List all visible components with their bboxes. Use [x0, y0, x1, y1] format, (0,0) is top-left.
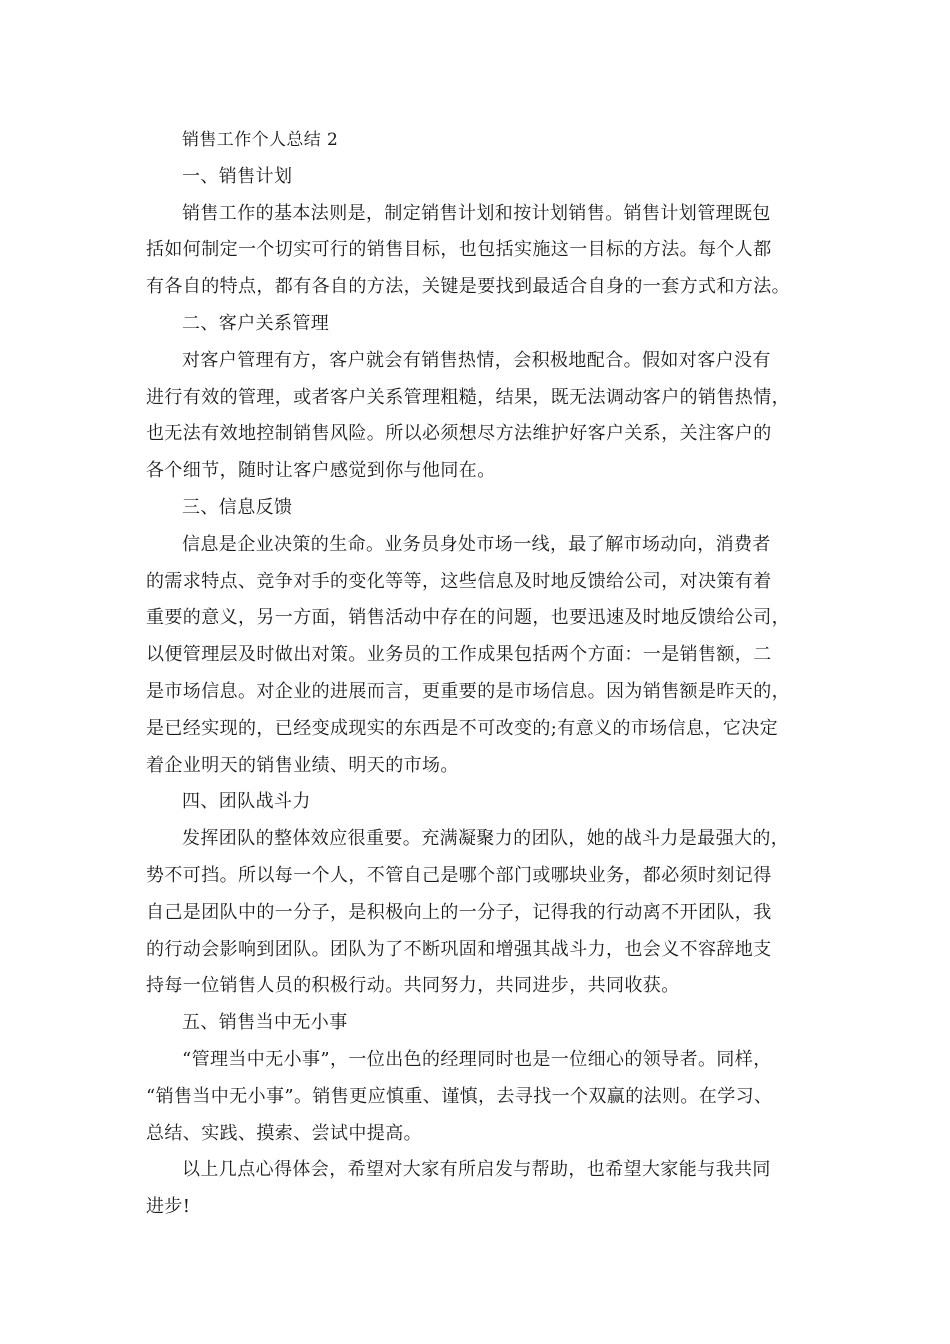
paragraph-line: 的需求特点、竞争对手的变化等等，这些信息及时地反馈给公司，对决策有着	[146, 570, 772, 592]
paragraph-line: 进步!	[146, 1196, 191, 1218]
section-paragraph-1	[146, 196, 806, 306]
paragraph-line: 是已经实现的，已经变成现实的东西是不可改变的;有意义的市场信息，它决定	[146, 717, 779, 739]
paragraph-line: 着企业明天的销售业绩、明天的市场。	[146, 754, 459, 776]
paragraph-line: 是市场信息。对企业的进展而言，更重要的是市场信息。因为销售额是昨天的，	[146, 680, 790, 702]
section-heading-3: 三、信息反馈	[182, 496, 293, 518]
section-paragraph-2	[146, 343, 806, 490]
section-paragraph-5	[146, 1042, 806, 1152]
paragraph-line: 信息是企业决策的生命。业务员身处市场一线，最了解市场动向，消费者	[182, 533, 771, 555]
paragraph-line: 也无法有效地控制销售风险。所以必须想尽方法维护好客户关系，关注客户的	[146, 423, 772, 445]
closing-paragraph	[146, 1152, 806, 1226]
section-heading-5: 五、销售当中无小事	[182, 1012, 348, 1034]
paragraph-line: 势不可挡。所以每一个人，不管自己是哪个部门或哪块业务，都必须时刻记得	[146, 864, 772, 886]
paragraph-line: 总结、实践、摸索、尝试中提高。	[146, 1122, 422, 1144]
section-heading-2: 二、客户关系管理	[182, 312, 330, 334]
paragraph-line: “管理当中无小事”，一位出色的经理同时也是一位细心的领导者。同样，	[182, 1048, 772, 1070]
paragraph-line: 以便管理层及时做出对策。业务员的工作成果包括两个方面：一是销售额，二	[146, 644, 772, 666]
section-heading-4: 四、团队战斗力	[182, 791, 311, 813]
document-body	[146, 122, 806, 1226]
paragraph-line: 发挥团队的整体效应很重要。充满凝聚力的团队，她的战斗力是最强大的，	[182, 828, 790, 850]
section-heading-1: 一、销售计划	[182, 165, 293, 187]
paragraph-line: 以上几点心得体会，希望对大家有所启发与帮助，也希望大家能与我共同	[182, 1159, 771, 1181]
paragraph-line: 有各自的特点，都有各自的方法，关键是要找到最适合自身的一套方式和方法。	[146, 276, 790, 298]
section-paragraph-4	[146, 821, 806, 1005]
paragraph-line: 进行有效的管理，或者客户关系管理粗糙，结果，既无法调动客户的销售热情，	[146, 386, 790, 408]
paragraph-line: 销售工作的基本法则是，制定销售计划和按计划销售。销售计划管理既包	[182, 202, 771, 224]
paragraph-line: 括如何制定一个切实可行的销售目标，也包括实施这一目标的方法。每个人都	[146, 239, 772, 261]
paragraph-line: 的行动会影响到团队。团队为了不断巩固和增强其战斗力，也会义不容辞地支	[146, 938, 772, 960]
paragraph-line: 持每一位销售人员的积极行动。共同努力，共同进步，共同收获。	[146, 975, 680, 997]
paragraph-line: 自己是团队中的一分子，是积极向上的一分子，记得我的行动离不开团队，我	[146, 901, 772, 923]
paragraph-line: 各个细节，随时让客户感觉到你与他同在。	[146, 460, 496, 482]
section-paragraph-3	[146, 527, 806, 785]
paragraph-line: 重要的意义，另一方面，销售活动中存在的问题，也要迅速及时地反馈给公司，	[146, 607, 790, 629]
paragraph-line: 对客户管理有方，客户就会有销售热情，会积极地配合。假如对客户没有	[182, 349, 771, 371]
paragraph-line: “销售当中无小事”。销售更应慎重、谨慎，去寻找一个双赢的法则。在学习、	[146, 1085, 773, 1107]
document-title: 销售工作个人总结 2	[182, 130, 339, 150]
